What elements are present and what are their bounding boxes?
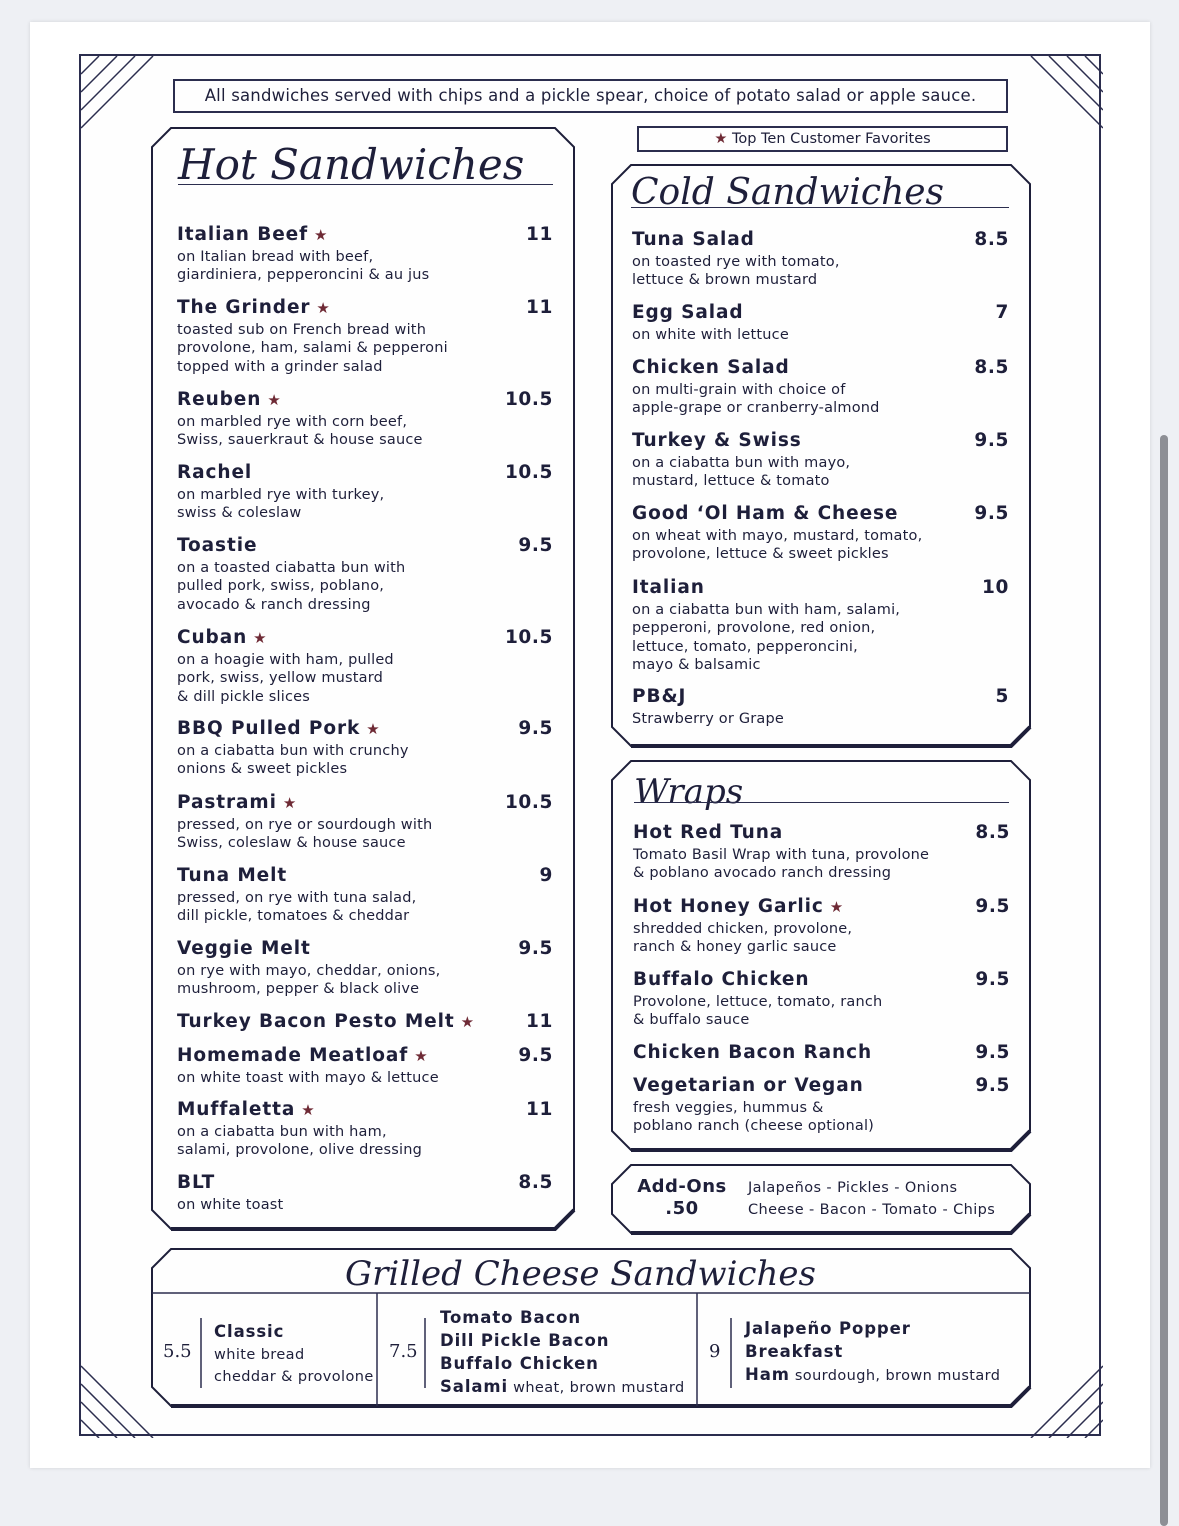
favorite-star-icon: ★ (460, 1013, 475, 1031)
item-name: Hot Red Tuna (633, 822, 784, 843)
wraps-menu-item (633, 969, 1010, 1030)
item-name: Pastrami (177, 792, 277, 813)
item-description: on rye with mayo, cheddar, onions, mushroom, pepper & black olive (177, 963, 441, 998)
item-name: BLT (177, 1172, 216, 1193)
item-name: Toastie (177, 535, 258, 556)
item-price: 10.5 (504, 389, 553, 410)
hot-menu-item (177, 224, 553, 285)
wraps-menu-item (633, 896, 1010, 957)
item-price: 11 (526, 1099, 553, 1120)
hot-menu-item (177, 297, 553, 376)
cold-menu-item (632, 357, 1009, 418)
item-price: 9 (539, 865, 553, 886)
hot-menu-item (177, 792, 553, 853)
grilled-premium-price: 9 (709, 1341, 721, 1362)
grilled-classic-line3: cheddar & provolone (214, 1369, 374, 1385)
item-name: Tuna Salad (632, 229, 755, 250)
favorite-star-icon: ★ (314, 226, 329, 244)
grilled-premium (745, 1318, 1000, 1387)
grilled-mid-line1: Tomato Bacon (440, 1308, 582, 1327)
item-name: Italian Beef (177, 224, 309, 245)
serving-notice: All sandwiches served with chips and a pickle spear, choice of potato salad or apple sauce. (173, 79, 1008, 113)
grilled-classic-line2: white bread (214, 1347, 305, 1363)
item-price: 9.5 (518, 535, 553, 556)
item-price: 9.5 (974, 503, 1009, 524)
addons-label-block (632, 1176, 732, 1220)
item-name: Good ‘Ol Ham & Cheese (632, 503, 899, 524)
grilled-premium-line1: Jalapeño Popper (745, 1319, 911, 1338)
item-description: shredded chicken, provolone, ranch & honey garlic sauce (633, 921, 853, 956)
item-price: 9.5 (975, 1042, 1010, 1063)
item-price: 5 (995, 686, 1009, 707)
favorite-star-icon: ★ (414, 1047, 429, 1065)
item-description: on marbled rye with turkey, swiss & coleslaw (177, 487, 385, 522)
item-name: Turkey Bacon Pesto Melt (177, 1011, 455, 1032)
item-price: 9.5 (518, 1045, 553, 1066)
favorite-star-icon: ★ (282, 794, 298, 812)
item-name: Chicken Bacon Ranch (633, 1042, 873, 1063)
item-price: 9.5 (975, 896, 1010, 917)
item-description: on a ciabatta bun with crunchy onions & sweet pickles (177, 743, 409, 778)
grilled-mid (440, 1307, 685, 1399)
cold-menu-item (632, 229, 1009, 290)
addons-line-1: Jalapeños - Pickles - Onions (748, 1180, 958, 1196)
hot-menu-item (177, 938, 553, 999)
item-name: PB&J (632, 686, 687, 707)
item-description: on marbled rye with corn beef, Swiss, sauerkraut & house sauce (177, 414, 423, 449)
item-name: Veggie Melt (177, 938, 311, 959)
addons-label: Add-Ons (637, 1176, 727, 1197)
item-description: on multi-grain with choice of apple-grape or cranberry-almond (632, 382, 880, 417)
item-description: Provolone, lettuce, tomato, ranch & buffalo sauce (633, 994, 883, 1029)
wraps-menu-item (633, 822, 1010, 883)
hot-menu-item (177, 718, 553, 779)
hot-menu-item (177, 462, 553, 523)
item-description: on white with lettuce (632, 327, 789, 343)
hot-menu-item (177, 1011, 553, 1035)
cold-menu-item (632, 430, 1009, 491)
item-price: 10.5 (504, 792, 553, 813)
item-price: 7 (995, 302, 1009, 323)
item-name: Turkey & Swiss (632, 430, 802, 451)
favorites-legend-text: Top Ten Customer Favorites (731, 131, 931, 147)
grilled-mid-line2: Dill Pickle Bacon (440, 1331, 610, 1350)
grilled-classic-name: Classic (214, 1322, 285, 1341)
item-price: 8.5 (975, 822, 1010, 843)
grilled-mid-line3: Buffalo Chicken (440, 1354, 599, 1373)
item-description: pressed, on rye with tuna salad, dill pickle, tomatoes & cheddar (177, 890, 417, 925)
grilled-mid-line4-bold: Salami (440, 1377, 509, 1396)
item-description: on a ciabatta bun with ham, salami, provolone, olive dressing (177, 1124, 423, 1159)
item-description: Tomato Basil Wrap with tuna, provolone & poblano avocado ranch dressing (633, 847, 930, 882)
grilled-classic-price: 5.5 (163, 1341, 192, 1362)
addons-list (748, 1177, 995, 1221)
item-price: 9.5 (518, 718, 553, 739)
grilled-cheese-title: Grilled Cheese Sandwiches (345, 1254, 816, 1294)
item-price: 8.5 (518, 1172, 553, 1193)
cold-title-rule (631, 207, 1009, 208)
favorite-star-icon: ★ (366, 720, 381, 738)
item-name: Egg Salad (632, 302, 744, 323)
cold-sandwiches-title: Cold Sandwiches (631, 172, 945, 213)
item-price: 11 (526, 297, 553, 318)
cold-menu-item (632, 503, 1009, 564)
cold-menu-item (632, 577, 1009, 674)
item-name: Chicken Salad (632, 357, 790, 378)
item-name: Reuben (177, 389, 262, 410)
hot-menu-item (177, 389, 553, 450)
hot-menu-item (177, 627, 553, 706)
grilled-premium-line2: Breakfast (745, 1342, 844, 1361)
item-price: 10 (982, 577, 1009, 598)
grilled-premium-line3-bold: Ham (745, 1365, 790, 1384)
item-name: Vegetarian or Vegan (633, 1075, 864, 1096)
hot-menu-item (177, 1045, 553, 1087)
item-description: on white toast with mayo & lettuce (177, 1070, 439, 1086)
item-description: on a ciabatta bun with ham, salami, pepperoni, provolone, red onion, lettuce, tomato, pepperoncini, mayo & balsamic (632, 602, 901, 673)
grilled-classic (214, 1321, 374, 1388)
item-description: on a toasted ciabatta bun with pulled pork, swiss, poblano, avocado & ranch dressing (177, 560, 406, 613)
cold-menu-item (632, 686, 1009, 728)
item-name: Cuban (177, 627, 248, 648)
item-price: 10.5 (504, 462, 553, 483)
item-price: 11 (526, 1011, 553, 1032)
hot-sandwiches-title: Hot Sandwiches (178, 140, 525, 189)
item-description: toasted sub on French bread with provolone, ham, salami & pepperoni topped with a grinder salad (177, 322, 448, 375)
favorite-star-icon: ★ (253, 629, 268, 647)
hot-title-rule (178, 184, 553, 185)
item-price: 8.5 (974, 357, 1009, 378)
item-description: on a ciabatta bun with mayo, mustard, lettuce & tomato (632, 455, 851, 490)
item-price: 11 (526, 224, 553, 245)
item-description: on white toast (177, 1197, 284, 1213)
wraps-title-rule (634, 802, 1009, 803)
item-name: Italian (632, 577, 705, 598)
favorite-star-icon: ★ (316, 299, 331, 317)
item-name: Homemade Meatloaf (177, 1045, 409, 1066)
addons-line-2: Cheese - Bacon - Tomato - Chips (748, 1202, 996, 1218)
favorite-star-icon: ★ (267, 391, 282, 409)
item-description: pressed, on rye or sourdough with Swiss, coleslaw & house sauce (177, 817, 433, 852)
item-description: Strawberry or Grape (632, 711, 785, 727)
favorite-star-icon: ★ (829, 898, 845, 916)
item-name: Buffalo Chicken (633, 969, 810, 990)
grilled-premium-line3-rest: sourdough, brown mustard (789, 1368, 1001, 1384)
item-price: 8.5 (974, 229, 1009, 250)
wraps-menu-item (633, 1042, 1010, 1066)
item-description: on wheat with mayo, mustard, tomato, provolone, lettuce & sweet pickles (632, 528, 923, 563)
item-name: Muffaletta (177, 1099, 296, 1120)
item-description: on a hoagie with ham, pulled pork, swiss, yellow mustard & dill pickle slices (177, 652, 394, 705)
hot-menu-item (177, 865, 553, 926)
item-name: Rachel (177, 462, 253, 483)
item-name: The Grinder (177, 297, 311, 318)
item-price: 9.5 (518, 938, 553, 959)
item-price: 9.5 (975, 969, 1010, 990)
item-description: on toasted rye with tomato, lettuce & brown mustard (632, 254, 840, 289)
wraps-title: Wraps (634, 772, 744, 812)
item-description: on Italian bread with beef, giardiniera, pepperoncini & au jus (177, 249, 430, 284)
grilled-mid-line4-rest: wheat, brown mustard (508, 1380, 685, 1396)
grilled-mid-price: 7.5 (389, 1341, 418, 1362)
hot-menu-item (177, 1099, 553, 1160)
item-price: 9.5 (974, 430, 1009, 451)
item-name: BBQ Pulled Pork (177, 718, 361, 739)
item-price: 10.5 (504, 627, 553, 648)
favorite-star-icon: ★ (301, 1101, 316, 1119)
hot-menu-item (177, 535, 553, 614)
item-name: Tuna Melt (177, 865, 288, 886)
star-icon: ★ (714, 131, 728, 147)
item-price: 9.5 (975, 1075, 1010, 1096)
item-description: fresh veggies, hummus & poblano ranch (cheese optional) (633, 1100, 875, 1135)
wraps-menu-item (633, 1075, 1010, 1136)
item-name: Hot Honey Garlic (633, 896, 824, 917)
addons-price: .50 (665, 1198, 699, 1219)
hot-menu-item (177, 1172, 553, 1214)
cold-menu-item (632, 302, 1009, 344)
